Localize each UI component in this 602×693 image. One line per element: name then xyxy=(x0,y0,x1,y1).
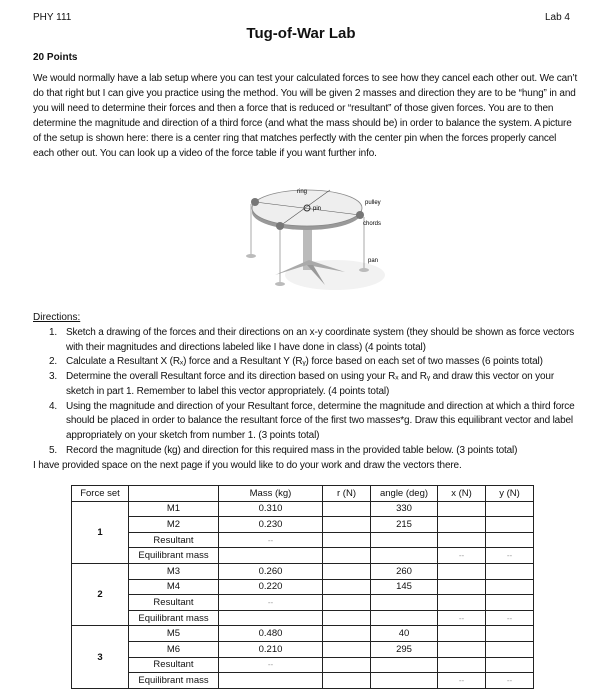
cell-r[interactable] xyxy=(323,626,371,642)
figure-label-pulley: pulley xyxy=(365,200,381,206)
item-text: Record the magnitude (kg) and direction for this required mass in the provided table below. (3 points total) xyxy=(66,444,518,456)
table-row xyxy=(72,517,534,533)
direction-item xyxy=(33,444,578,459)
cell-label: M4 xyxy=(129,579,219,595)
cell-mass: -- xyxy=(219,532,323,548)
cell-y: -- xyxy=(486,548,534,564)
cell-x[interactable] xyxy=(438,626,486,642)
cell-label: Equilibrant mass xyxy=(129,610,219,626)
cell-label: M2 xyxy=(129,517,219,533)
cell-label: Equilibrant mass xyxy=(129,548,219,564)
cell-y[interactable] xyxy=(486,501,534,517)
cell-r[interactable] xyxy=(323,517,371,533)
points-heading: 20 Points xyxy=(33,52,78,63)
cell-r[interactable] xyxy=(323,501,371,517)
cell-x[interactable] xyxy=(438,501,486,517)
direction-item xyxy=(33,370,578,399)
cell-label: Resultant xyxy=(129,657,219,673)
cell-x[interactable] xyxy=(438,563,486,579)
table-row xyxy=(72,501,534,517)
cell-angle: 145 xyxy=(371,579,438,595)
cell-label: M1 xyxy=(129,501,219,517)
table-row xyxy=(72,626,534,642)
column-header xyxy=(129,486,219,502)
cell-mass: 0.230 xyxy=(219,517,323,533)
column-header: angle (deg) xyxy=(371,486,438,502)
cell-angle[interactable] xyxy=(371,610,438,626)
cell-angle[interactable] xyxy=(371,532,438,548)
cell-r[interactable] xyxy=(323,579,371,595)
cell-y[interactable] xyxy=(486,595,534,611)
cell-label: M6 xyxy=(129,641,219,657)
cell-y: -- xyxy=(486,610,534,626)
cell-y[interactable] xyxy=(486,641,534,657)
cell-mass: 0.310 xyxy=(219,501,323,517)
cell-y[interactable] xyxy=(486,579,534,595)
item-number: 1. xyxy=(49,327,58,338)
cell-mass: 0.480 xyxy=(219,626,323,642)
item-text: Determine the overall Resultant force and its direction based on using your Rₓ and Rᵧ and draw this vector on your sketch in part 1. Remember to label this vector appropriately. (4 points total) xyxy=(66,371,554,397)
cell-x[interactable] xyxy=(438,595,486,611)
table-row xyxy=(72,641,534,657)
column-header: Mass (kg) xyxy=(219,486,323,502)
cell-y[interactable] xyxy=(486,626,534,642)
figure-label-pin: pin xyxy=(313,206,322,212)
figure-label-ring: ring xyxy=(297,189,308,195)
item-number: 5. xyxy=(49,444,58,456)
item-number: 4. xyxy=(49,400,58,412)
force-set-number: 1 xyxy=(72,501,129,563)
cell-label: M5 xyxy=(129,626,219,642)
cell-mass[interactable] xyxy=(219,673,323,689)
force-set-number: 3 xyxy=(72,626,129,688)
cell-r[interactable] xyxy=(323,532,371,548)
direction-item xyxy=(33,326,578,355)
cell-y[interactable] xyxy=(486,657,534,673)
table-row xyxy=(72,595,534,611)
lab-number: Lab 4 xyxy=(544,12,570,23)
table-row xyxy=(72,673,534,689)
cell-angle: 330 xyxy=(371,501,438,517)
course-code: PHY 111 xyxy=(33,12,72,23)
table-row xyxy=(72,532,534,548)
cell-r[interactable] xyxy=(323,563,371,579)
column-header: x (N) xyxy=(438,486,486,502)
cell-x[interactable] xyxy=(438,657,486,673)
cell-r[interactable] xyxy=(323,657,371,673)
cell-angle: 295 xyxy=(371,641,438,657)
column-header: y (N) xyxy=(486,486,534,502)
cell-mass: 0.220 xyxy=(219,579,323,595)
force-set-number: 2 xyxy=(72,563,129,625)
table-row xyxy=(72,579,534,595)
cell-r[interactable] xyxy=(323,595,371,611)
direction-item xyxy=(33,400,578,444)
cell-x: -- xyxy=(438,548,486,564)
cell-label: Resultant xyxy=(129,532,219,548)
force-table xyxy=(71,485,534,689)
cell-mass[interactable] xyxy=(219,548,323,564)
cell-angle[interactable] xyxy=(371,595,438,611)
item-text: Using the magnitude and direction of your Resultant force, determine the magnitude and direction at which a third force should be placed in order to balance the resultant force of the first two masses*g. Draw this equilibrant vector and label appropriately on your sketch from number 1. (3 points total) xyxy=(66,400,575,441)
cell-angle[interactable] xyxy=(371,548,438,564)
table-row xyxy=(72,657,534,673)
item-text: Calculate a Resultant X (Rₓ) force and a Resultant Y (Rᵧ) force based on each set of two masses (6 points total) xyxy=(66,356,543,368)
force-table-figure xyxy=(235,180,385,300)
cell-y[interactable] xyxy=(486,517,534,533)
cell-x[interactable] xyxy=(438,579,486,595)
table-header-row xyxy=(72,486,534,502)
cell-x: -- xyxy=(438,610,486,626)
directions-heading: Directions: xyxy=(33,312,81,323)
cell-angle: 40 xyxy=(371,626,438,642)
cell-r[interactable] xyxy=(323,641,371,657)
table-row xyxy=(72,548,534,564)
column-header: Force set xyxy=(72,486,129,502)
item-text: Sketch a drawing of the forces and their directions on an x-y coordinate system (they should be shown as force vectors with their magnitudes and directions labeled like I have done in class) (4 points total) xyxy=(66,327,575,353)
cell-angle[interactable] xyxy=(371,657,438,673)
cell-mass: 0.260 xyxy=(219,563,323,579)
cell-x[interactable] xyxy=(438,517,486,533)
cell-r[interactable] xyxy=(323,610,371,626)
cell-mass: -- xyxy=(219,657,323,673)
directions-list xyxy=(33,326,578,458)
cell-x[interactable] xyxy=(438,641,486,657)
cell-x: -- xyxy=(438,673,486,689)
cell-y[interactable] xyxy=(486,532,534,548)
cell-y[interactable] xyxy=(486,563,534,579)
cell-label: Equilibrant mass xyxy=(129,673,219,689)
cell-r[interactable] xyxy=(323,548,371,564)
item-number: 2. xyxy=(49,356,58,368)
note-text: I have provided space on the next page if you would like to do your work and draw the vectors there. xyxy=(33,460,462,471)
cell-x[interactable] xyxy=(438,532,486,548)
cell-mass: -- xyxy=(219,595,323,611)
cell-angle: 215 xyxy=(371,517,438,533)
cell-mass[interactable] xyxy=(219,610,323,626)
cell-mass: 0.210 xyxy=(219,641,323,657)
figure-label-pan: pan xyxy=(368,258,379,264)
column-header: r (N) xyxy=(323,486,371,502)
figure-label-chords: chords xyxy=(363,221,382,227)
cell-y: -- xyxy=(486,673,534,689)
intro-paragraph: We would normally have a lab setup where you can test your calculated forces to see how they cancel each other out. We can’t do that right but I can give you practice using the method. You will be given 2 masses and direction they are to be “hung” in and you will need to determine their forces and then a force that is reduced or “resultant” of those given forces. You are to then determine the magnitude and direction of a third force (and what the mass should be) in order to balance the system. A picture of the setup is shown here: there is a center ring that matches perfectly with the center pin when the forces properly cancel each other out. You can look up a video of the force table if you want further info. xyxy=(33,73,578,160)
page-title: Tug-of-War Lab xyxy=(246,25,356,42)
cell-r[interactable] xyxy=(323,673,371,689)
cell-label: Resultant xyxy=(129,595,219,611)
cell-label: M3 xyxy=(129,563,219,579)
table-row xyxy=(72,563,534,579)
cell-angle: 260 xyxy=(371,563,438,579)
table-row xyxy=(72,610,534,626)
cell-angle[interactable] xyxy=(371,673,438,689)
direction-item xyxy=(33,355,578,370)
item-number: 3. xyxy=(49,371,58,383)
